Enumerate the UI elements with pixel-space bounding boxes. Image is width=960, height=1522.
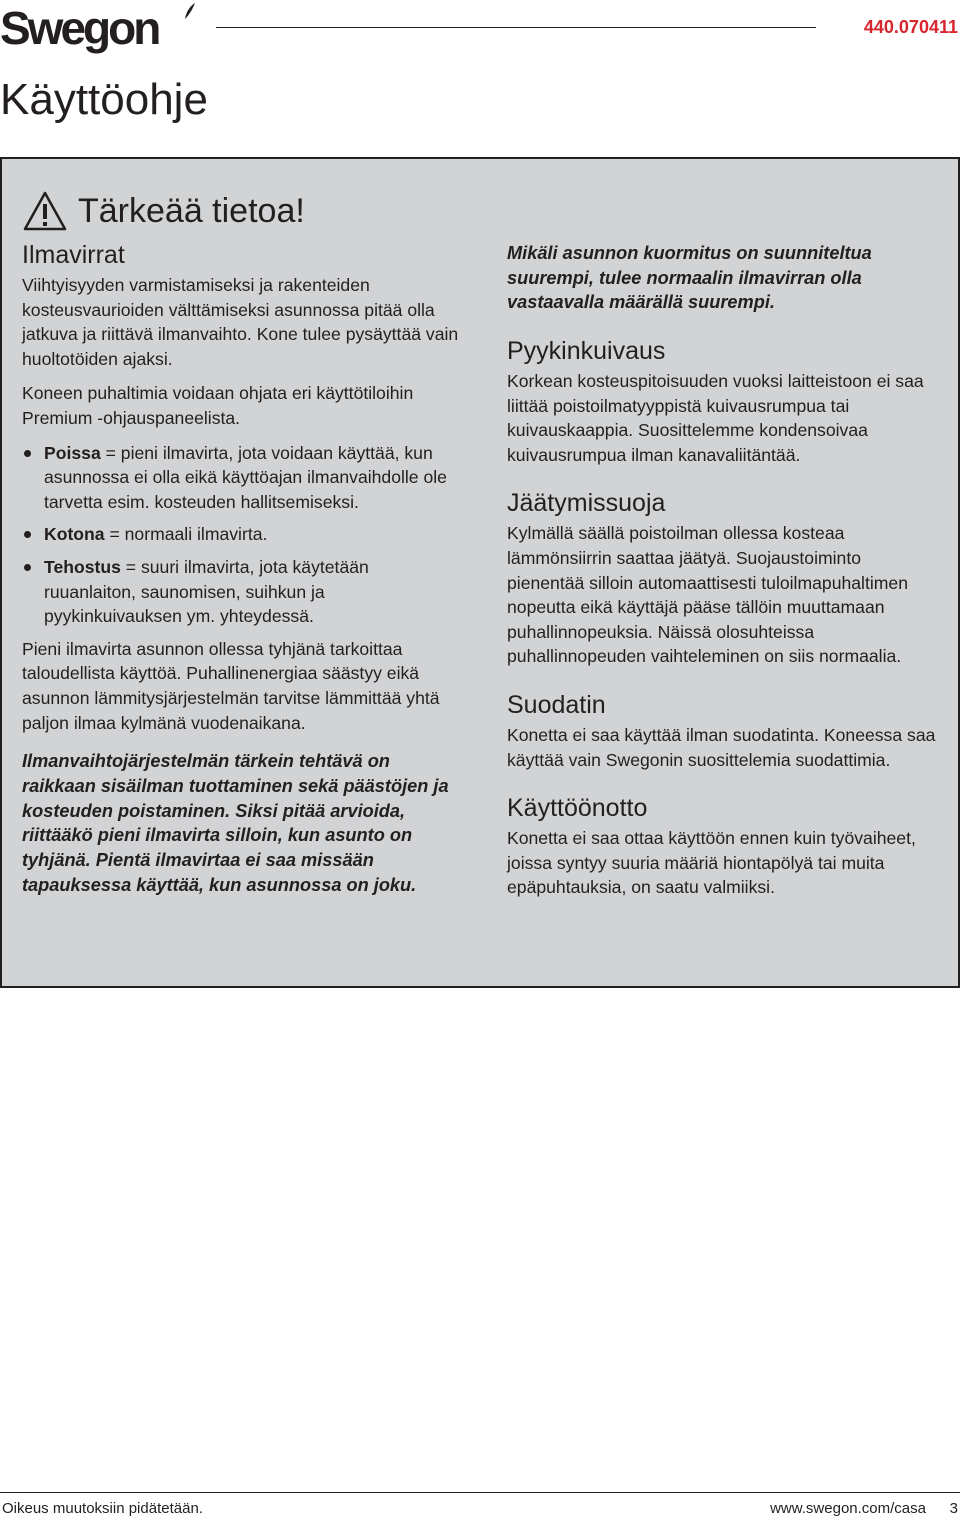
paragraph: Konetta ei saa käyttää ilman suodatinta. Koneessa saa käyttää vain Swegonin suosittelemia suodattimia.	[507, 725, 936, 770]
page-header	[0, 0, 960, 60]
heading-kayttoonotto: Käyttöönotto	[507, 794, 648, 823]
mode-list	[22, 441, 462, 629]
paragraph: Korkean kosteuspitoisuuden vuoksi laitteistoon ei saa liittää poistoilmatyyppistä kuivausrumpua tai kuivauskaappia. Suosittelemme kondensoivaa kuivausrumpua ilman kanavaliitäntää.	[507, 371, 924, 465]
mode-description: = suuri ilmavirta, jota käytetään ruuanlaiton, saunomisen, suihkun ja pyykinkuivauksen ym. yhteydessä.	[44, 556, 369, 627]
swegon-logo: Swegon	[0, 2, 159, 54]
heading-pyykinkuivaus: Pyykinkuivaus	[507, 337, 666, 366]
swegon-logo-mark-icon	[182, 2, 196, 20]
list-item	[22, 522, 462, 547]
footer-rule	[0, 1492, 960, 1493]
emphasis-paragraph: Ilmanvaihtojärjestelmän tärkein tehtävä on raikkaan sisäilman tuottaminen sekä päästöjen ja kosteuden poistaminen. Siksi pitää arvioida, riittääkö pieni ilmavirta silloin, kun asunto on tyhjänä. Pientä ilmavirtaa ei saa missään tapauksessa käyttää, kun asunnossa on joku.	[22, 751, 449, 895]
important-info-box	[0, 157, 960, 988]
paragraph: Koneen puhaltimia voidaan ohjata eri käyttötiloihin Premium -ohjauspaneelista.	[22, 383, 414, 428]
page-number: 3	[949, 1500, 958, 1517]
emphasis-paragraph: Mikäli asunnon kuormitus on suunniteltua suurempi, tulee normaalin ilmavirran olla vastaavalla määrällä suurempi.	[507, 243, 872, 313]
paragraph: Konetta ei saa ottaa käyttöön ennen kuin työvaiheet, joissa syntyy suuria määriä hiontapölyä tai muita epäpuhtauksia, on saatu valmiiksi.	[507, 828, 916, 898]
header-rule	[216, 27, 816, 28]
heading-suodatin: Suodatin	[507, 691, 606, 720]
page-title: Käyttöohje	[0, 75, 208, 124]
footer-url: www.swegon.com/casa	[770, 1500, 926, 1517]
warning-triangle-icon	[22, 190, 68, 232]
box-title	[22, 189, 305, 233]
paragraph: Pieni ilmavirta asunnon ollessa tyhjänä tarkoittaa taloudellista käyttöä. Puhallinenergiaa säästyy eikä asunnon lämmitysjärjestelmän tarvitse lämmittää yhtä paljon ilmaa kylmänä vuodenaikana.	[22, 638, 440, 733]
right-column	[507, 241, 937, 900]
mode-term: Kotona	[44, 524, 105, 545]
document-number: 440.070411	[863, 17, 958, 37]
mode-term: Tehostus	[44, 556, 121, 577]
mode-description: = normaali ilmavirta.	[104, 524, 268, 545]
heading-ilmavirrat: Ilmavirrat	[22, 241, 125, 269]
footer-disclaimer: Oikeus muutoksiin pidätetään.	[2, 1500, 203, 1517]
box-title-text: Tärkeää tietoa!	[78, 192, 305, 230]
left-column	[22, 239, 462, 897]
mode-description: = pieni ilmavirta, jota voidaan käyttää, kun asunnossa ei olla eikä käyttöajan ilmanvaihdolle ole tarvetta esim. kosteuden hallitsemiseksi.	[44, 442, 447, 512]
list-item	[22, 555, 462, 629]
paragraph: Kylmällä säällä poistoilman ollessa kosteaa lämmönsiirrin saattaa jäätyä. Suojaustoiminto pienentää silloin automaattisesti tuloilmapuhaltimen nopeutta eikä käyttäjä pääse tällöin muuttamaan puhallinnopeuksia. Näissä olosuhteissa puhallinnopeuden vaihteleminen on siis normaalia.	[507, 523, 908, 667]
paragraph: Viihtyisyyden varmistamiseksi ja rakenteiden kosteusvaurioiden välttämiseksi asunnossa pitää olla jatkuva ja riittävä ilmanvaihto. Kone tulee pysäyttää vain huoltotöiden ajaksi.	[22, 275, 459, 369]
heading-jaatymissuoja: Jäätymissuoja	[507, 489, 666, 518]
mode-term: Poissa	[44, 442, 101, 463]
list-item	[22, 441, 462, 515]
